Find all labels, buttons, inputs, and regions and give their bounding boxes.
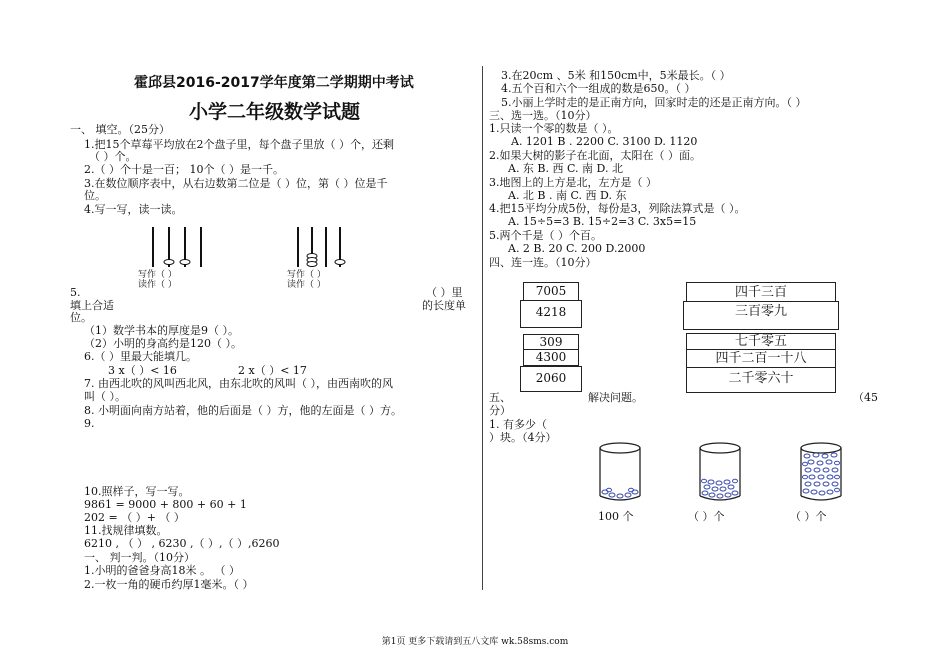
section-solve-title: 解决问题。 [588,391,643,404]
cup-partial-blocks-icon [696,440,744,504]
choice-1-options: A. 1201 B . 2200 C. 3100 D. 1120 [511,135,698,148]
question-4: 4.写一写，读一读。 [84,203,183,216]
question-10: 10.照样子，写一写。 [84,485,190,498]
question-3-line-2: 位。 [84,189,106,202]
question-5-number: 5. [70,286,81,299]
abacus-1-write: 写作（ ） [138,270,177,280]
cup-2-label: （ ）个 [688,510,725,523]
match-left-box[interactable]: 2060 [520,366,582,392]
question-6-a: 3 x（ ）< 16 [108,364,177,377]
section-solve-prefix: 五、 [489,391,511,404]
match-left-box[interactable]: 309 [523,334,579,350]
question-5-left-2: 填上合适 [70,299,114,312]
judge-5: 5.小丽上学时走的是正南方向，回家时走的还是正南方向。（ ） [501,96,807,109]
question-5-right-2: 的长度单 [422,299,466,312]
exam-title: 霍邱县2016-2017学年度第二学期期中考试 [134,75,414,91]
question-10-example: 9861 = 9000 + 800 + 60 + 1 [84,498,247,511]
question-10-task: 202 = （ ）+ （ ） [84,511,185,524]
choice-3: 3.地图上的上方是北，左方是（ ） [489,176,657,189]
match-right-box[interactable]: 二千零六十 [686,367,836,393]
choice-1: 1.只读一个零的数是（ ）。 [489,122,619,135]
question-2: 2.（ ）个十是一百； 10个（ ）是一千。 [84,163,284,176]
section-fill-heading: 一、 填空。（25分） [70,123,170,136]
judge-1: 1.小明的爸爸身高18米 。 （ ） [84,564,240,577]
abacus-1-read: 读作（ ） [138,280,177,290]
choice-5: 5.两个千是（ ）个百。 [489,229,602,242]
abacus-diagram-1 [145,225,215,270]
question-7-line-1: 7. 由西北吹的风叫西北风，由东北吹的风叫（ ），由西南吹的风 [84,377,393,390]
question-11: 11.找规律填数。 [84,524,168,537]
choice-4-options: A. 15÷5=3 B. 15÷2=3 C. 3x5=15 [508,215,697,228]
choice-2: 2.如果大树的影子在北面，太阳在（ ）面。 [489,149,701,162]
problem-1-line-1: 1. 有多少（ [489,418,547,431]
judge-3: 3.在20cm 、5米 和150cm中，5米最长。（ ） [501,69,731,82]
question-5-part-2: （2）小明的身高约是120（ ）。 [84,337,242,350]
cup-3-label: （ ）个 [790,510,827,523]
question-9: 9. [84,417,95,430]
abacus-diagram-2 [290,225,360,270]
question-6: 6.（ ）里最大能填几。 [84,350,197,363]
abacus-2-read: 读作（ ） [287,280,326,290]
choice-4: 4.把15平均分成5份，每份是3，列除法算式是（ ）。 [489,202,746,215]
choice-3-options: A. 北 B . 南 C. 西 D. 东 [508,189,627,202]
match-right-box[interactable]: 四千三百 [686,282,836,303]
question-8: 8. 小明面向南方站着，他的后面是（ ）方，他的左面是（ ）方。 [84,404,402,417]
section-match-heading: 四、连一连。（10分） [489,256,597,269]
judge-2: 2.一枚一角的硬币约厚1毫米。（ ） [84,578,254,591]
section-judge-heading: 一、 判一判。（10分） [84,551,195,564]
exam-subtitle: 小学二年级数学试题 [189,101,361,123]
question-1-line-2: （ ）个。 [89,150,137,163]
question-11-sequence: 6210 , （ ） , 6230 ,（ ）,（ ）,6260 [84,537,280,550]
question-6-b: 2 x（ ）< 17 [238,364,307,377]
match-left-box[interactable]: 7005 [523,282,579,301]
page-footer: 第1页 更多下载请到五八文库 wk.58sms.com [381,637,569,647]
question-7-line-2: 叫（ ）。 [84,390,126,403]
problem-1-line-2: ）块。（4分） [489,431,557,444]
cup-full-blocks-icon [797,440,845,504]
question-3-line-1: 3.在数位顺序表中，从右边数第二位是（ ）位，第（ ）位是千 [84,177,388,190]
section-solve-score-2: 分） [489,404,511,417]
section-solve-score: （45 [853,391,878,404]
cup-1-label: 100 个 [598,510,634,523]
choice-5-options: A. 2 B. 20 C. 200 D.2000 [508,242,646,255]
question-1-line-1: 1.把15个草莓平均放在2个盘子里，每个盘子里放（ ）个，还剩 [84,138,394,151]
match-right-box[interactable]: 四千二百一十八 [686,349,836,368]
match-left-box[interactable]: 4218 [520,300,582,328]
judge-4: 4.五个百和六个一组成的数是650。（ ） [501,82,696,95]
column-divider [482,66,483,590]
question-5-left-3: 位。 [70,311,92,324]
abacus-2-write: 写作（ ） [287,270,326,280]
cup-100-blocks-icon [596,440,644,504]
match-right-box[interactable]: 三百零九 [683,301,839,330]
match-right-box[interactable]: 七千零五 [686,333,836,351]
choice-2-options: A. 东 B. 西 C. 南 D. 北 [508,162,623,175]
section-choose-heading: 三、选一选。（10分） [489,109,597,122]
match-left-box[interactable]: 4300 [523,349,579,366]
question-5-right-1: （ ）里 [426,286,463,299]
question-5-part-1: （1）数学书本的厚度是9（ ）。 [84,324,239,337]
